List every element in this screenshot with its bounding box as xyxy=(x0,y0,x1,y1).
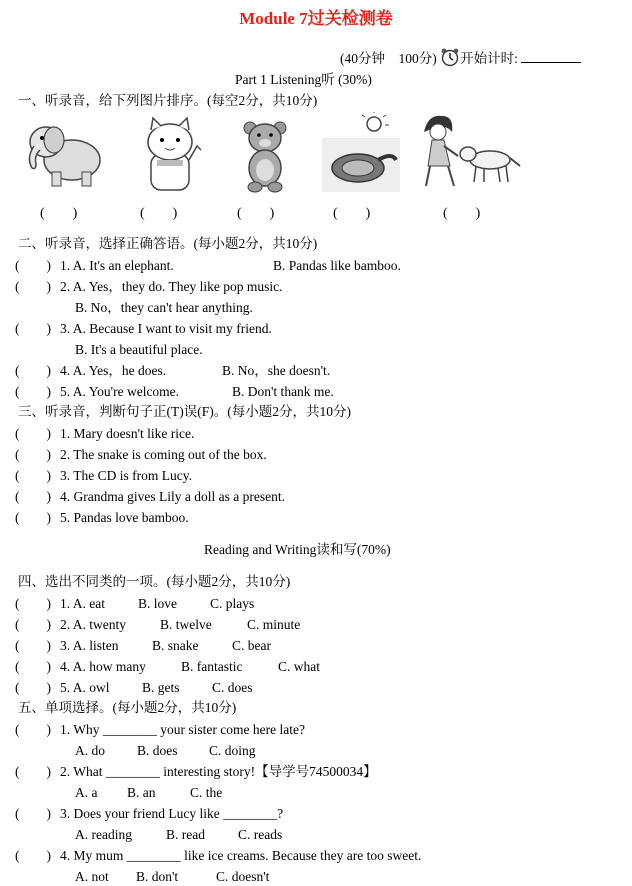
answer-bracket[interactable]: ( ) xyxy=(15,510,51,525)
s3-item-3: 3. The CD is from Lucy. xyxy=(60,468,192,483)
s2-q5-a: 5. A. You're welcome. xyxy=(60,384,180,399)
s5-q4-a: A. not xyxy=(75,869,109,884)
s4-q2-a: 2. A. twenty xyxy=(60,617,126,632)
s2-q2-a: 2. A. Yes，they do. They like pop music. xyxy=(60,279,283,294)
order-blank-4[interactable]: ( ) xyxy=(333,206,371,221)
bear-picture xyxy=(240,118,290,194)
clock-icon xyxy=(440,47,460,72)
s4-q1-a: 1. A. eat xyxy=(60,596,105,611)
s4-q2-c: C. minute xyxy=(247,617,301,632)
s4-q4-c: C. what xyxy=(278,659,320,674)
answer-bracket[interactable]: ( ) xyxy=(15,680,51,695)
answer-bracket[interactable]: ( ) xyxy=(15,426,51,441)
time-info xyxy=(340,47,581,72)
answer-bracket[interactable]: ( ) xyxy=(15,489,51,504)
s3-item-5: 5. Pandas love bamboo. xyxy=(60,510,189,525)
s4-q3-b: B. snake xyxy=(152,638,199,653)
answer-bracket[interactable]: ( ) xyxy=(15,596,51,611)
picture-row xyxy=(0,110,632,195)
elephant-picture xyxy=(22,112,106,192)
order-blank-2[interactable]: ( ) xyxy=(140,206,178,221)
s5-q2-b: B. an xyxy=(127,785,156,800)
section5-heading: 五、单项选择。(每小题2分，共10分) xyxy=(18,700,237,715)
s3-item-4: 4. Grandma gives Lily a doll as a present. xyxy=(60,489,285,504)
s3-item-2: 2. The snake is coming out of the box. xyxy=(60,447,267,462)
s2-q4-b: B. No，she doesn't. xyxy=(222,363,331,378)
s5-q3-c: C. reads xyxy=(238,827,283,842)
s2-q3-b: B. It's a beautiful place. xyxy=(75,342,203,357)
answer-bracket[interactable]: ( ) xyxy=(15,321,51,336)
part2-heading: Reading and Writing读和写(70%) xyxy=(204,542,391,557)
answer-bracket[interactable]: ( ) xyxy=(15,722,51,737)
girl-and-dog-picture xyxy=(420,110,524,190)
s5-q3-stem: 3. Does your friend Lucy like ________? xyxy=(60,806,284,821)
answer-bracket[interactable]: ( ) xyxy=(15,806,51,821)
s4-q5-c: C. does xyxy=(212,680,253,695)
s5-q4-c: C. doesn't xyxy=(216,869,270,884)
section2-heading: 二、听录音，选择正确答语。(每小题2分，共10分) xyxy=(18,236,318,251)
s4-q1-c: C. plays xyxy=(210,596,255,611)
answer-bracket[interactable]: ( ) xyxy=(15,258,51,273)
order-blank-1[interactable]: ( ) xyxy=(40,206,78,221)
s4-q2-b: B. twelve xyxy=(160,617,212,632)
s2-q3-a: 3. A. Because I want to visit my friend. xyxy=(60,321,272,336)
answer-bracket[interactable]: ( ) xyxy=(15,638,51,653)
s4-q3-a: 3. A. listen xyxy=(60,638,119,653)
answer-bracket[interactable]: ( ) xyxy=(15,764,51,779)
lucky-cat-picture xyxy=(135,116,205,194)
part1-heading: Part 1 Listening听 (30%) xyxy=(235,72,372,87)
s2-q1-a: 1. A. It's an elephant. xyxy=(60,258,174,273)
answer-bracket[interactable]: ( ) xyxy=(15,848,51,863)
timer-label: 开始计时: xyxy=(460,51,522,66)
order-blank-5[interactable]: ( ) xyxy=(443,206,481,221)
page-title: Module 7过关检测卷 xyxy=(239,9,393,28)
s5-q1-stem: 1. Why ________ your sister come here late? xyxy=(60,722,305,737)
s3-item-1: 1. Mary doesn't like rice. xyxy=(60,426,195,441)
s5-q2-c: C. the xyxy=(190,785,223,800)
snake-picture xyxy=(320,112,402,194)
s2-q5-b: B. Don't thank me. xyxy=(232,384,334,399)
s4-q4-a: 4. A. how many xyxy=(60,659,146,674)
answer-bracket[interactable]: ( ) xyxy=(15,468,51,483)
answer-bracket[interactable]: ( ) xyxy=(15,384,51,399)
s5-q1-b: B. does xyxy=(137,743,178,758)
s2-q4-a: 4. A. Yes，he does. xyxy=(60,363,167,378)
s5-q4-stem: 4. My mum ________ like ice creams. Because they are too sweet. xyxy=(60,848,422,863)
s2-q2-b: B. No，they can't hear anything. xyxy=(75,300,253,315)
time-score: (40分钟 100分) xyxy=(340,51,437,66)
timer-blank[interactable] xyxy=(521,50,581,63)
answer-bracket[interactable]: ( ) xyxy=(15,279,51,294)
answer-bracket[interactable]: ( ) xyxy=(15,617,51,632)
s4-q5-a: 5. A. owl xyxy=(60,680,110,695)
s5-q3-b: B. read xyxy=(166,827,205,842)
s5-q3-a: A. reading xyxy=(75,827,132,842)
s5-q1-c: C. doing xyxy=(209,743,256,758)
s5-q1-a: A. do xyxy=(75,743,105,758)
s5-q2-a: A. a xyxy=(75,785,98,800)
s4-q3-c: C. bear xyxy=(232,638,271,653)
s4-q1-b: B. love xyxy=(138,596,177,611)
answer-bracket[interactable]: ( ) xyxy=(15,363,51,378)
s5-q4-b: B. don't xyxy=(136,869,179,884)
s5-q2-stem: 2. What ________ interesting story!【导学号74500034】 xyxy=(60,764,377,779)
s4-q5-b: B. gets xyxy=(142,680,180,695)
section3-heading: 三、听录音，判断句子正(T)误(F)。(每小题2分，共10分) xyxy=(18,404,351,419)
section4-heading: 四、选出不同类的一项。(每小题2分，共10分) xyxy=(18,574,291,589)
s2-q1-b: B. Pandas like bamboo. xyxy=(273,258,401,273)
section1-heading: 一、听录音，给下列图片排序。(每空2分，共10分) xyxy=(18,93,318,108)
answer-bracket[interactable]: ( ) xyxy=(15,659,51,674)
order-blank-3[interactable]: ( ) xyxy=(237,206,275,221)
s4-q4-b: B. fantastic xyxy=(181,659,243,674)
answer-bracket[interactable]: ( ) xyxy=(15,447,51,462)
